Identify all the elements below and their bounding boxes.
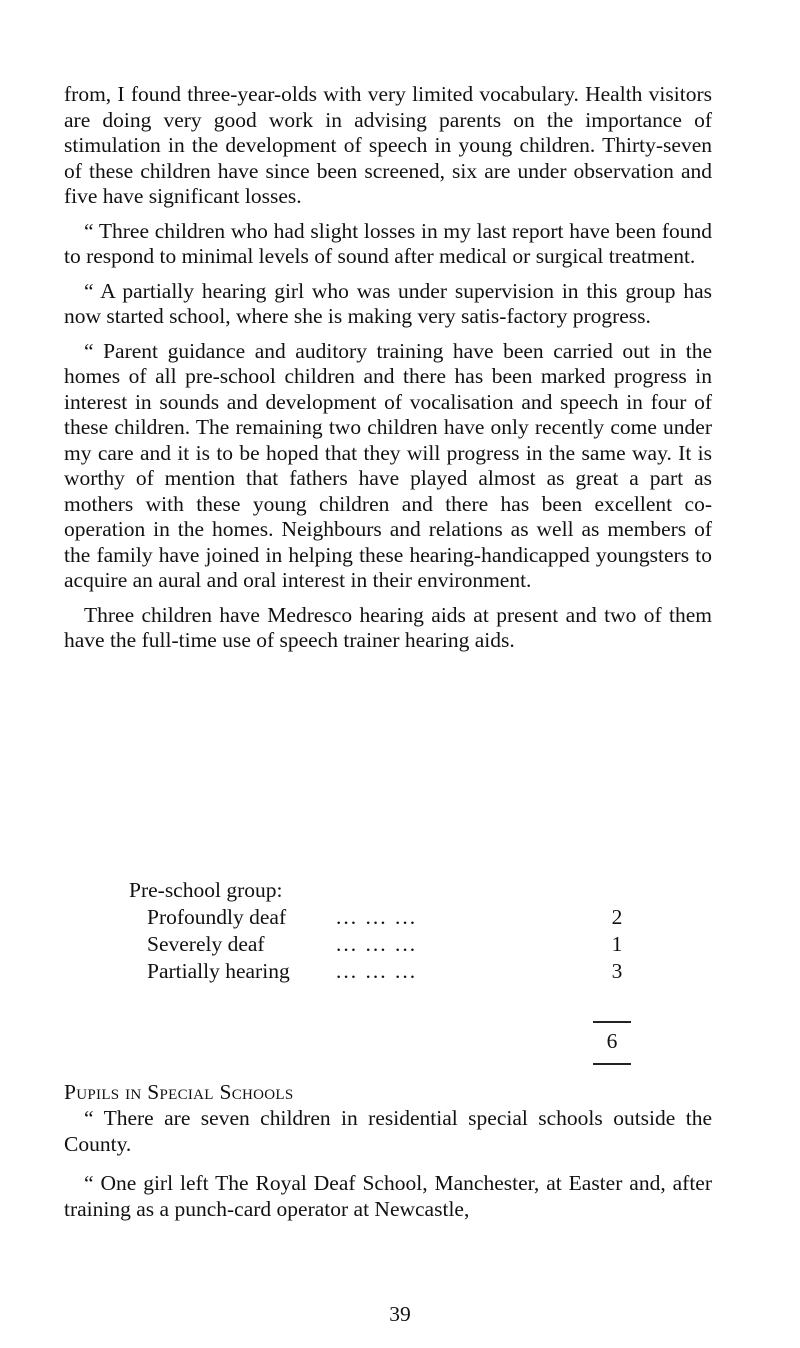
page-number: 39 [389, 1302, 411, 1326]
paragraph-1: from, I found three-year-olds with very limited vocabulary. Health visitors are doing very good work in advising parents on the importance of stimulation in the development of speech in young children. Thirty-seven of these children have since been screened, six are under observation and five have significant losses. [64, 82, 712, 208]
paragraph-2: “ Three children who had slight losses in my last report have been found to respond to minimal levels of sound after medical or surgical treatment. [64, 218, 712, 268]
row-value: 1 [611, 932, 623, 956]
row-value: 2 [611, 905, 623, 929]
row-label: Partially hearing [147, 959, 290, 983]
row-leader: ... ... ... [336, 905, 418, 929]
row-label: Severely deaf [147, 932, 265, 956]
row-value: 3 [611, 959, 623, 983]
table-row [147, 959, 627, 985]
table-row [147, 905, 627, 931]
paragraph-6: “ There are seven children in residential special schools outside the County. [64, 1106, 712, 1156]
table-heading: Pre-school group: [129, 878, 283, 902]
table-row [147, 932, 627, 958]
paragraph-7: “ One girl left The Royal Deaf School, Manchester, at Easter and, after training as a punch-card operator at Newcastle, [64, 1171, 712, 1221]
body-text-bottom [64, 1106, 712, 1222]
body-text-top [64, 82, 712, 654]
row-leader: ... ... ... [336, 959, 418, 983]
row-leader: ... ... ... [336, 932, 418, 956]
paragraph-4: “ Parent guidance and auditory training have been carried out in the homes of all pre-school children and there has been marked progress in interest in sounds and development of vocalisation and speech in four of these children. The remaining two children have only recently come under my care and it is to be hoped that they will progress in the same way. It is worthy of mention that fathers have played almost as great a part as mothers with these young children and there has been excellent co-operation in the homes. Neighbours and relations as well as members of the family have joined in helping these hearing-handicapped youngsters to acquire an aural and oral interest in their environment. [64, 338, 712, 592]
paragraph-5: Three children have Medresco hearing aids at present and two of them have the full-time use of speech trainer hearing aids. [64, 602, 712, 652]
total-rule-top [593, 1021, 631, 1023]
total-rule-bottom [593, 1063, 631, 1065]
paragraph-3: “ A partially hearing girl who was under supervision in this group has now started school, where she is making very satis-factory progress. [64, 278, 712, 328]
section-heading: Pupils in Special Schools [64, 1080, 294, 1104]
table-total: 6 [606, 1029, 618, 1053]
row-label: Profoundly deaf [147, 905, 287, 929]
